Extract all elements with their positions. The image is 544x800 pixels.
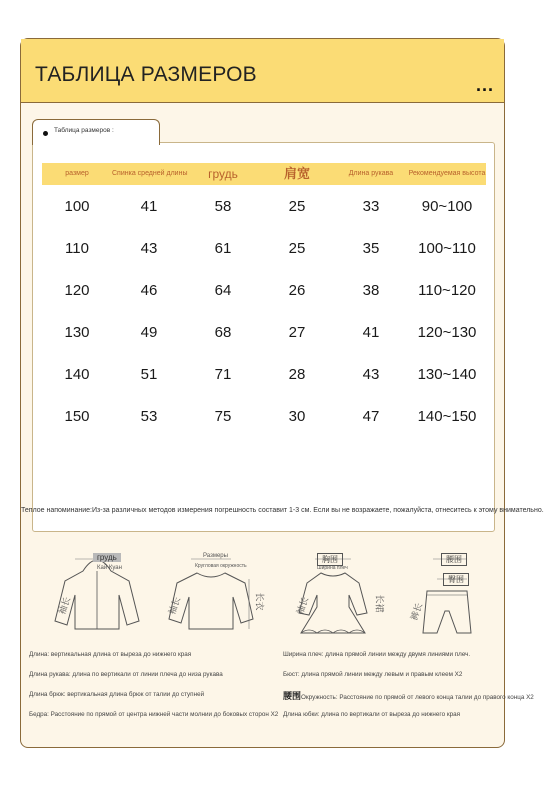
desc-sleeve: Длина рукава: длина по вертикали от линии плеча до низа рукава — [29, 671, 223, 678]
fig1-sub: Кай Куан — [97, 565, 122, 571]
desc-skirt: Длина юбки: длина по вертикали от выреза до нижнего края — [283, 711, 460, 718]
fig3-sub: Ширина плеч — [317, 565, 348, 571]
cell-size: 140 — [64, 366, 90, 383]
pants-diagram — [397, 529, 497, 639]
jacket-icon — [47, 529, 147, 639]
table-row — [42, 271, 486, 311]
cell-size: 110 — [65, 240, 89, 257]
header-bar — [21, 39, 504, 103]
desc-hips: Бедра: Расстояние по прямой от центра нижней части молнии до боковых сторон X2 — [29, 711, 279, 718]
cell-shoulder: 25 — [288, 198, 306, 215]
cell-chest: 68 — [214, 324, 232, 341]
cell-shoulder: 26 — [288, 282, 306, 299]
desc-pants: Длина брюк: вертикальная длина брюк от талии до ступней — [29, 691, 205, 698]
fig2-sleeve-label: 袖长 — [166, 595, 183, 616]
table-row — [42, 313, 486, 353]
fig3-sleeve-label: 袖长 — [294, 595, 311, 616]
cell-shoulder: 30 — [288, 408, 306, 425]
cell-size: 150 — [64, 408, 90, 425]
jacket-diagram — [47, 529, 147, 639]
cell-sleeve: 43 — [362, 366, 380, 383]
column-header-height: Рекомендуемая высота — [408, 170, 486, 177]
garment-diagrams — [21, 529, 506, 639]
cell-size: 130 — [64, 324, 90, 341]
column-header-size: размер — [65, 170, 89, 177]
fig1-sleeve-label: 袖长 — [56, 595, 73, 616]
cell-back-length: 49 — [140, 324, 158, 341]
table-row — [42, 397, 486, 437]
cell-size: 100 — [64, 198, 90, 215]
cell-height: 110~120 — [418, 282, 476, 299]
measurement-note: Теплое напоминание:Из-за различных методов измерения погрешность составит 1-3 см. Если вы не возражаете, пожалуйста, отнеситесь к этому внимательно. — [21, 507, 544, 514]
chest-label-box: грудь — [93, 553, 121, 562]
cell-sleeve: 35 — [362, 240, 380, 257]
cell-back-length: 51 — [140, 366, 158, 383]
page-title: ТАБЛИЦА РАЗМЕРОВ — [35, 63, 257, 86]
fig2-length-label: 长衣 — [254, 592, 265, 611]
table-row — [42, 229, 486, 269]
desc-shoulder: Ширина плеч: длина прямой линии между двумя линиями плеч. — [283, 651, 471, 658]
fig3-length-label: 长裙 — [374, 594, 385, 613]
cell-back-length: 53 — [140, 408, 158, 425]
cell-shoulder: 25 — [288, 240, 306, 257]
desc-waist — [283, 689, 534, 702]
column-header-sleeve: Длина рукава — [348, 170, 394, 177]
sweatshirt-icon — [161, 529, 261, 639]
column-header-back-length: Спинка средней длины — [112, 170, 188, 177]
cell-sleeve: 47 — [362, 408, 380, 425]
column-header-chest: грудь — [208, 167, 238, 181]
cell-back-length: 46 — [140, 282, 158, 299]
bullet-icon — [43, 131, 48, 136]
dress-icon — [283, 529, 383, 639]
sweatshirt-diagram — [161, 529, 265, 639]
cell-back-length: 43 — [140, 240, 158, 257]
table-row — [42, 355, 486, 395]
fig4-length-label: 裤长 — [408, 601, 425, 622]
cell-sleeve: 41 — [362, 324, 380, 341]
cell-height: 100~110 — [418, 240, 476, 257]
cell-chest: 61 — [214, 240, 232, 257]
cell-sleeve: 38 — [362, 282, 380, 299]
desc-bust: Бюст: длина прямой линии между левым и правым клеем X2 — [283, 671, 463, 678]
cell-chest: 71 — [214, 366, 232, 383]
tab-size-table[interactable] — [32, 119, 160, 145]
cell-size: 120 — [64, 282, 90, 299]
cell-shoulder: 27 — [288, 324, 306, 341]
desc-length: Длина: вертикальная длина от выреза до нижнего края — [29, 651, 192, 658]
table-row — [42, 187, 486, 227]
table-header — [42, 163, 486, 185]
fig3-chest-box: 胸围 — [317, 553, 343, 566]
fig2-top-label: Размеры — [203, 553, 228, 559]
tab-label: Таблица размеров : — [54, 127, 114, 134]
cell-sleeve: 33 — [362, 198, 380, 215]
dress-diagram — [283, 529, 383, 639]
fig4-waist-box: 腰围 — [441, 553, 467, 566]
more-options-button[interactable]: ... — [475, 75, 494, 95]
cell-shoulder: 28 — [288, 366, 306, 383]
cell-back-length: 41 — [140, 198, 158, 215]
desc-waist-kanji: 腰围 — [283, 691, 302, 701]
cell-height: 140~150 — [417, 408, 477, 425]
cell-height: 130~140 — [417, 366, 477, 383]
cell-height: 90~100 — [421, 198, 473, 215]
fig4-hip-box: 臀围 — [443, 573, 469, 586]
cell-chest: 75 — [214, 408, 232, 425]
desc-waist-text: Окружность: Расстояние по прямой от левого конца талии до правого конца X2 — [301, 694, 534, 701]
cell-chest: 58 — [214, 198, 232, 215]
cell-height: 120~130 — [417, 324, 477, 341]
fig2-sub: Кругловая окружность — [195, 563, 247, 569]
column-header-shoulder: 肩宽 — [283, 166, 310, 181]
cell-chest: 64 — [214, 282, 232, 299]
size-chart-card — [20, 38, 544, 748]
